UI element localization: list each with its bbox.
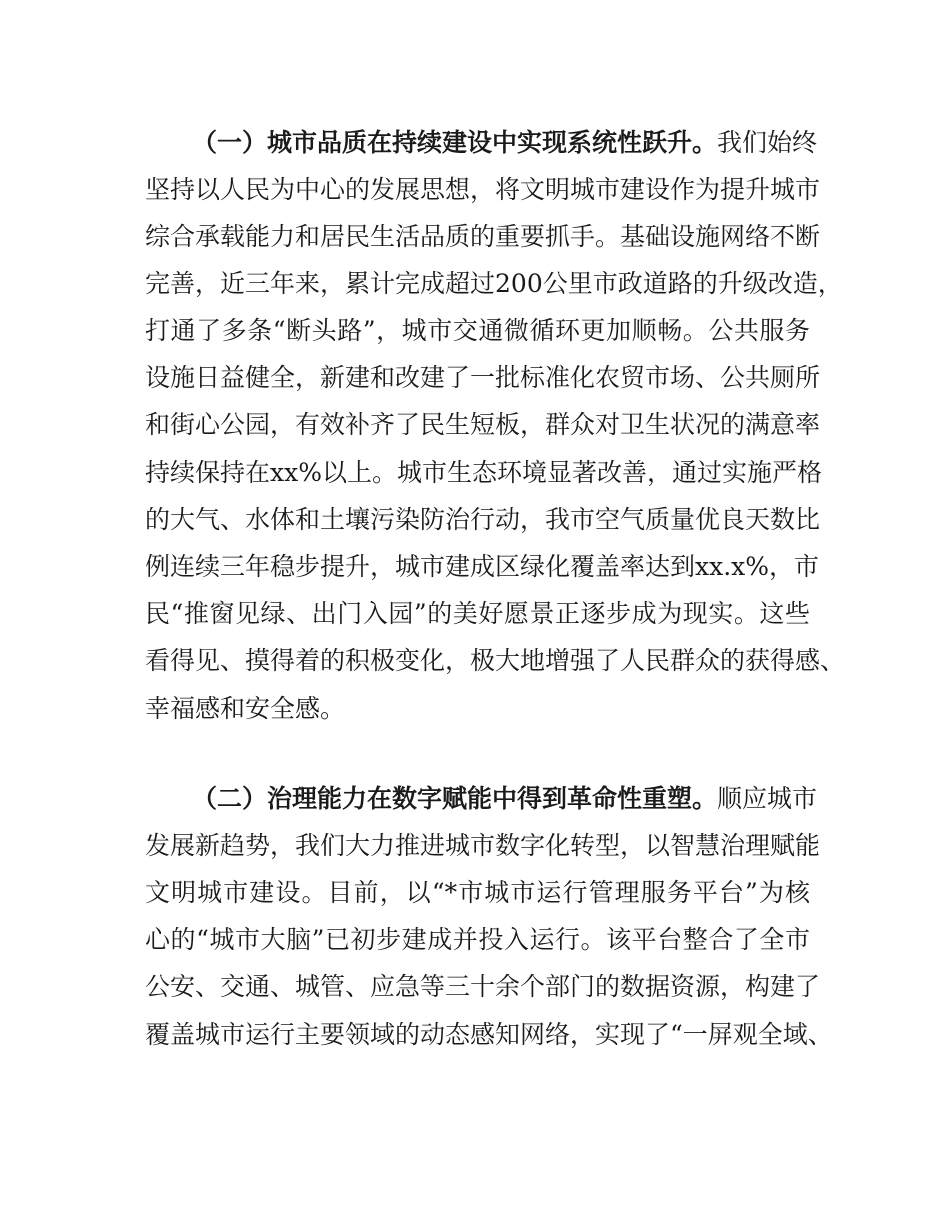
paragraph-line: 打通了多条“断头路”，城市交通微循环更加顺畅。公共服务 [145,316,810,345]
paragraph-line: 综合承载能力和居民生活品质的重要抓手。基础设施网络不断 [145,222,821,251]
paragraph-line: 覆盖城市运行主要领域的动态感知网络，实现了“一屏观全域、 [145,1020,833,1049]
paragraph-text: 顺应城市 [717,784,818,813]
paragraph-line: 设施日益健全，新建和改建了一批标准化农贸市场、公共厕所 [145,363,821,392]
paragraph-line: 和街心公园，有效补齐了民生短板，群众对卫生状况的满意率 [145,410,821,439]
paragraph-line: 看得见、摸得着的积极变化，极大地增强了人民群众的获得感、 [145,646,846,675]
section-heading-2: （二）治理能力在数字赋能中得到革命性重塑。 [192,784,718,813]
paragraph-2-first-line [192,782,818,816]
paragraph-line: 的大气、水体和土壤污染防治行动，我市空气质量优良天数比 [145,505,821,534]
paragraph-text: 我们始终 [717,128,818,157]
paragraph-line: 民“推窗见绿、出门入园”的美好愿景正逐步成为现实。这些 [145,599,810,628]
section-heading-1: （一）城市品质在持续建设中实现系统性跃升。 [192,128,718,157]
paragraph-line: 例连续三年稳步提升，城市建成区绿化覆盖率达到xx.x%，市 [145,552,820,581]
paragraph-line: 文明城市建设。目前，以“*市城市运行管理服务平台”为核 [145,878,810,907]
paragraph-line: 幸福感和安全感。 [145,694,346,723]
paragraph-line: 发展新趋势，我们大力推进城市数字化转型，以智慧治理赋能 [145,831,821,860]
paragraph-line: 公安、交通、城管、应急等三十余个部门的数据资源，构建了 [145,972,821,1001]
paragraph-line: 心的“城市大脑”已初步建成并投入运行。该平台整合了全市 [145,925,810,954]
paragraph-line: 完善，近三年来，累计完成超过200公里市政道路的升级改造， [145,269,843,298]
paragraph-line: 持续保持在xx%以上。城市生态环境显著改善，通过实施严格 [145,458,822,487]
paragraph-line: 坚持以人民为中心的发展思想，将文明城市建设作为提升城市 [145,175,821,204]
paragraph-1-first-line [192,126,818,160]
